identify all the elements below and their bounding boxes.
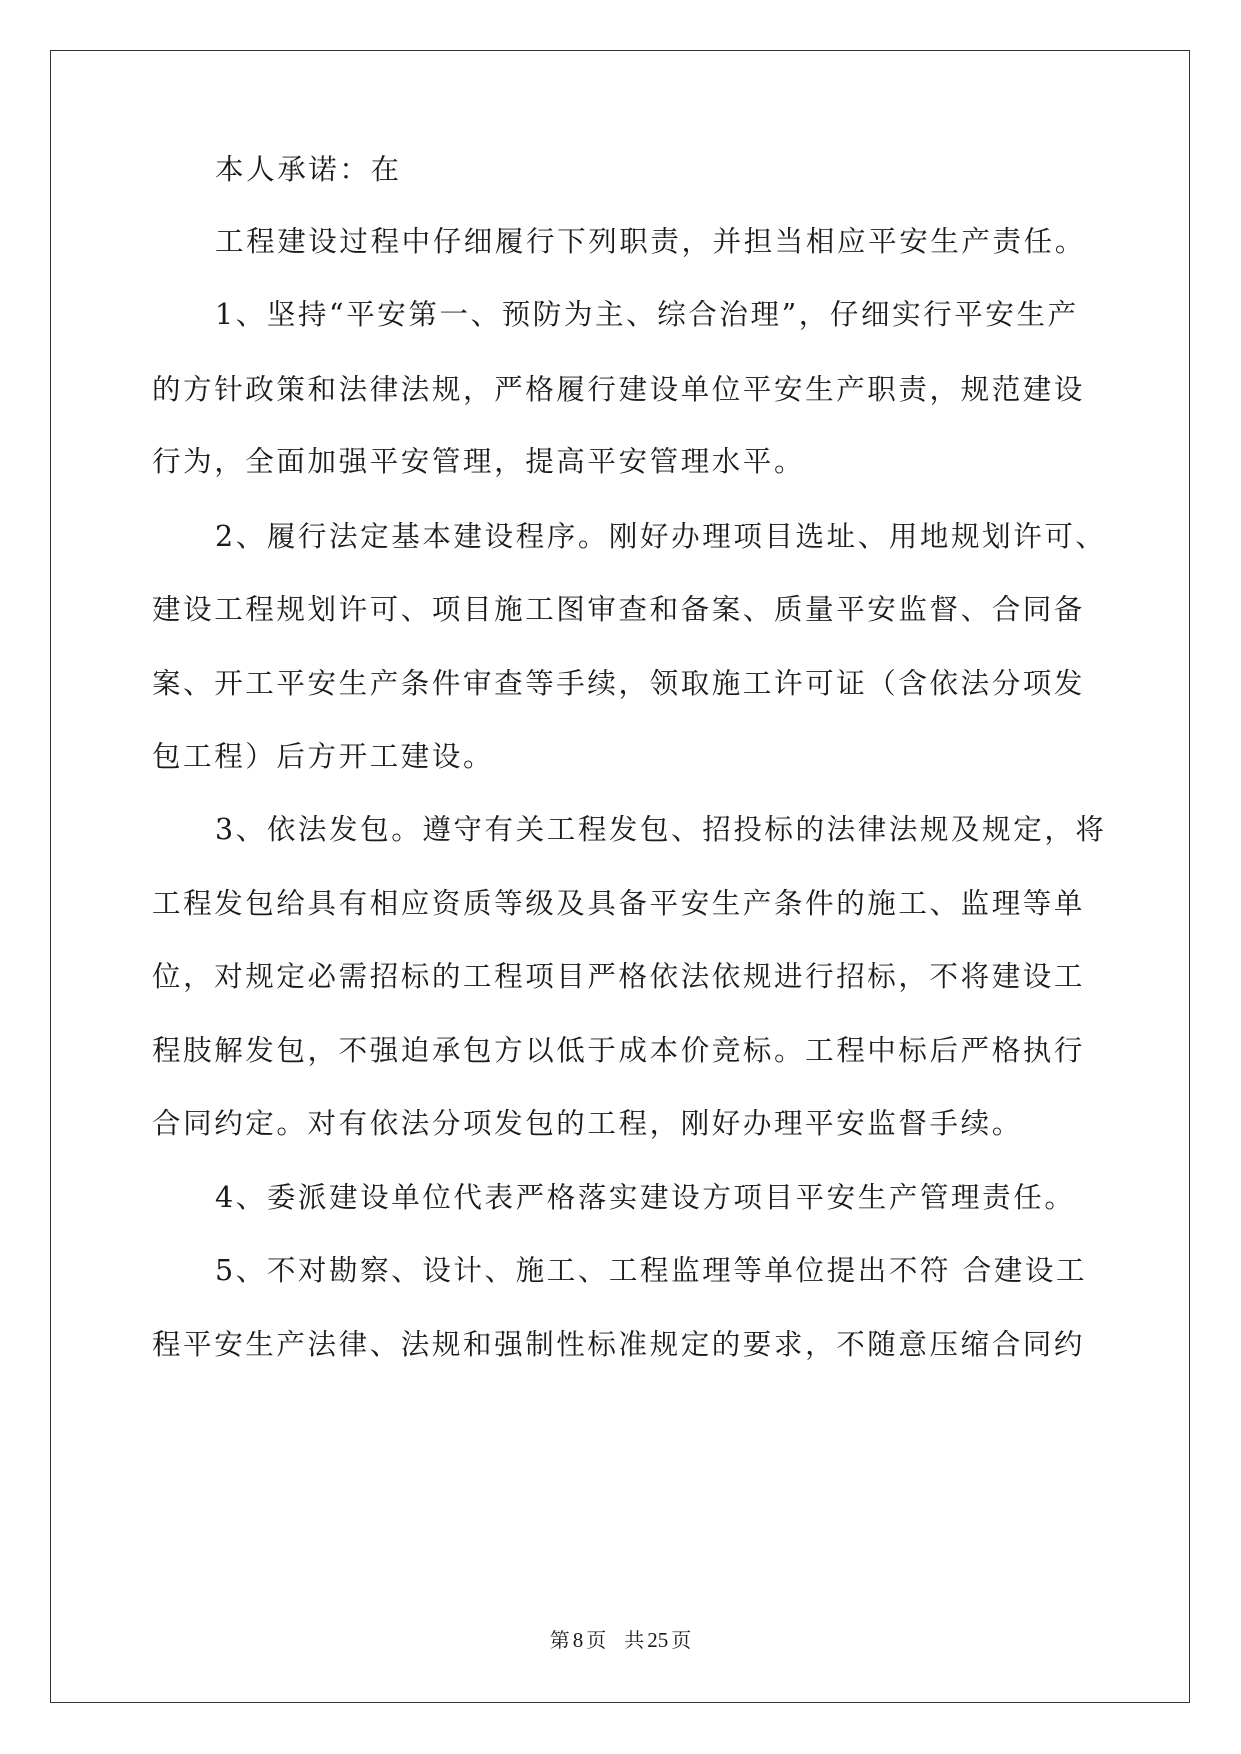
- text-line: 4、委派建设单位代表严格落实建设方项目平安生产管理责任。: [215, 1181, 1076, 1214]
- text-line: 合同约定。对有依法分项发包的工程，刚好办理平安监督手续。: [152, 1107, 1023, 1140]
- page-prefix: 第: [549, 1628, 570, 1652]
- total-pages: 25: [647, 1628, 669, 1652]
- text-line: 程平安生产法律、法规和强制性标准规定的要求，不随意压缩合同约: [152, 1328, 1086, 1361]
- text-line: 2、履行法定基本建设程序。刚好办理项目选址、用地规划许可、: [215, 520, 1107, 553]
- page-footer: [0, 1628, 1241, 1652]
- text-line: 案、开工平安生产条件审查等手续，领取施工许可证（含依法分项发: [152, 667, 1086, 700]
- total-suffix: 页: [671, 1628, 692, 1652]
- text-line: 包工程）后方开工建设。: [152, 740, 495, 773]
- text-line: 工程发包给具有相应资质等级及具备平安生产条件的施工、监理等单: [152, 887, 1086, 920]
- text-line: 3、依法发包。遵守有关工程发包、招投标的法律法规及规定，将: [215, 813, 1107, 846]
- text-line: 工程建设过程中仔细履行下列职责，并担当相应平安生产责任。: [215, 225, 1086, 258]
- page-number: 8: [572, 1628, 584, 1652]
- text-line: 建设工程规划许可、项目施工图审查和备案、质量平安监督、合同备: [152, 593, 1086, 626]
- text-line: 行为，全面加强平安管理，提高平安管理水平。: [152, 445, 806, 478]
- text-line: 的方针政策和法律法规，严格履行建设单位平安生产职责，规范建设: [152, 373, 1086, 406]
- text-line: 程肢解发包，不强迫承包方以低于成本价竞标。工程中标后严格执行: [152, 1034, 1086, 1067]
- page-suffix: 页: [586, 1628, 607, 1652]
- text-line: 本人承诺：在: [215, 153, 402, 186]
- total-prefix: 共: [624, 1628, 645, 1652]
- text-line: 1、坚持“平安第一、预防为主、综合治理”，仔细实行平安生产: [215, 298, 1079, 331]
- text-line: 位，对规定必需招标的工程项目严格依法依规进行招标，不将建设工: [152, 960, 1086, 993]
- text-line: 5、不对勘察、设计、施工、工程监理等单位提出不符 合建设工: [215, 1254, 1088, 1287]
